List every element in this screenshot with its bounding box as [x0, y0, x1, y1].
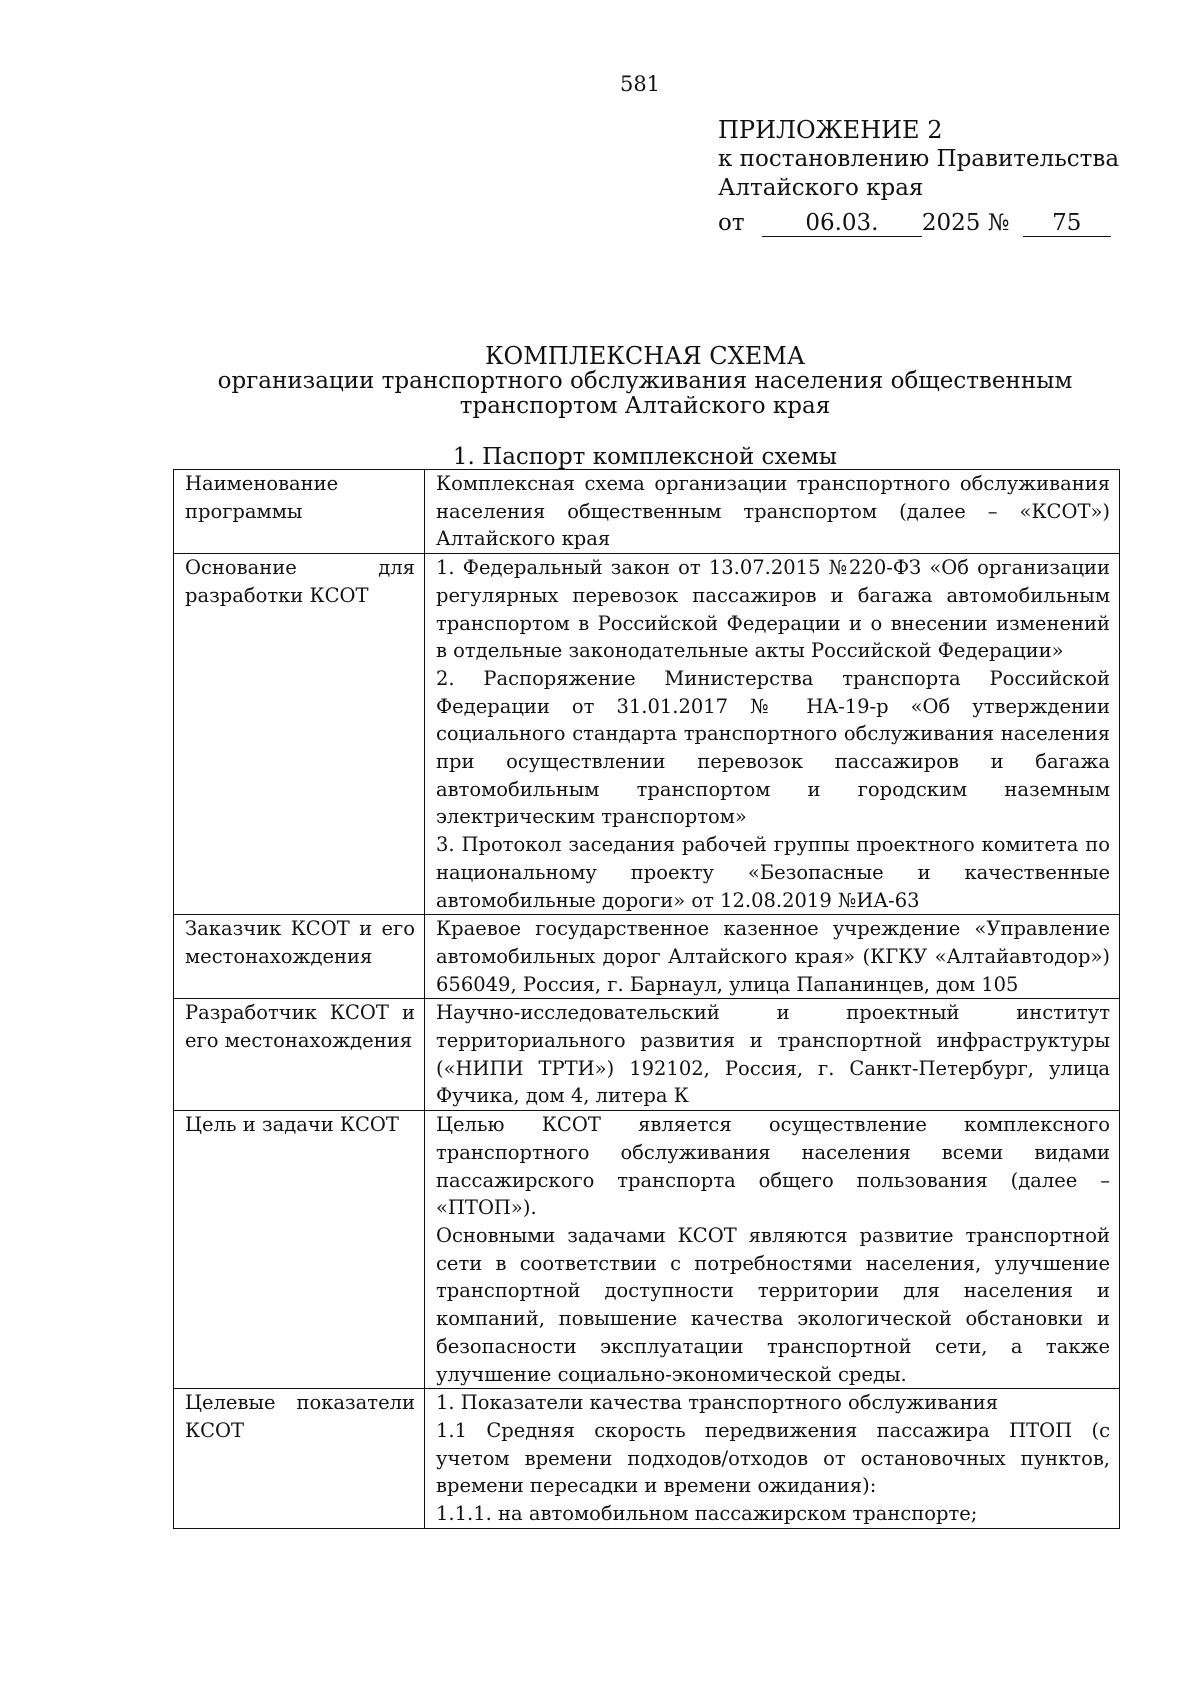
- table-row: [174, 915, 1120, 999]
- passport-table: [173, 469, 1120, 1529]
- number-field: 75: [1023, 210, 1111, 237]
- row-value-cell: [425, 999, 1120, 1111]
- row-name-cell: Основание для разработки КСОТ: [174, 554, 425, 915]
- row-name-cell: Цель и задачи КСОТ: [174, 1111, 425, 1389]
- row-name-cell: Наименование программы: [174, 470, 425, 554]
- table-row: [174, 1389, 1120, 1529]
- row-paragraph: 1. Показатели качества транспортного обслуживания: [436, 1391, 999, 1415]
- document-heading: [170, 344, 1120, 419]
- row-paragraph: Основными задачами КСОТ являются развитие транспортной сети в соответствии с потребностями населения, улучшение транспортной доступности территории для населения и компаний, повышение качества экологической обстановки и безопасности эксплуатации транспортной сети, а также улучшение социально-экономической среды.: [436, 1223, 1110, 1386]
- appendix-line-1: к постановлению Правительства: [718, 146, 1120, 172]
- row-paragraph: 3. Протокол заседания рабочей группы проектного комитета по национальному проекту «Безопасные и качественные автомобильные дороги» от 12.08.2019 №ИА-63: [436, 833, 1110, 912]
- table-row: [174, 554, 1120, 915]
- row-value-cell: [425, 1111, 1120, 1389]
- passport-table-body: [174, 470, 1120, 1529]
- table-row: [174, 999, 1120, 1111]
- row-value-cell: [425, 554, 1120, 915]
- date-field: 06.03.: [762, 210, 922, 237]
- appendix-line-2: Алтайского края: [718, 175, 924, 201]
- date-prefix: от: [718, 210, 745, 236]
- heading-subtitle-line-1: организации транспортного обслуживания населения общественным: [217, 368, 1073, 394]
- row-paragraph: Научно-исследовательский и проектный институт территориального развития и транспортной инфраструктуры («НИПИ ТРТИ») 192102, Россия, г. Санкт-Петербург, улица Фучика, дом 4, литера К: [436, 1001, 1110, 1108]
- row-name-cell: Заказчик КСОТ и его местонахождения: [174, 915, 425, 999]
- heading-title: КОМПЛЕКСНАЯ СХЕМА: [484, 342, 806, 370]
- row-paragraph: Комплексная схема организации транспортного обслуживания населения общественным транспортом (далее – «КСОТ») Алтайского края: [436, 472, 1110, 551]
- row-paragraph: Целью КСОТ является осуществление комплексного транспортного обслуживания населения всеми видами пассажирского транспорта общего пользования (далее – «ПТОП»).: [436, 1113, 1110, 1220]
- row-paragraph: Краевое государственное казенное учреждение «Управление автомобильных дорог Алтайского края» (КГКУ «Алтайавтодор») 656049, Россия, г. Барнаул, улица Папанинцев, дом 105: [436, 917, 1110, 996]
- section-title: 1. Паспорт комплексной схемы: [452, 444, 838, 470]
- row-value-cell: [425, 915, 1120, 999]
- row-paragraph: 2. Распоряжение Министерства транспорта Российской Федерации от 31.01.2017 № НА-19-р «Об утверждении социального стандарта транспортного обслуживания населения при осуществлении перевозок пассажиров и багажа автомобильным транспортом и городским наземным электрическим транспортом»: [436, 666, 1110, 829]
- appendix-title: ПРИЛОЖЕНИЕ 2: [718, 116, 943, 144]
- table-row: [174, 470, 1120, 554]
- row-name-cell: Целевые показатели КСОТ: [174, 1389, 425, 1529]
- row-paragraph: 1. Федеральный закон от 13.07.2015 №220-ФЗ «Об организации регулярных перевозок пассажиров и багажа автомобильным транспортом в Российской Федерации и о внесении изменений в отдельные законодательные акты Российской Федерации»: [436, 556, 1110, 663]
- table-row: [174, 1111, 1120, 1389]
- heading-subtitle-line-2: транспортом Алтайского края: [459, 393, 831, 419]
- appendix-block: [718, 116, 1158, 238]
- row-value-cell: [425, 470, 1120, 554]
- row-value-cell: [425, 1389, 1120, 1529]
- row-paragraph: 1.1.1. на автомобильном пассажирском транспорте;: [436, 1502, 978, 1526]
- year-label: 2025 №: [921, 210, 1010, 236]
- page-number: 581: [619, 72, 661, 96]
- row-name-cell: Разработчик КСОТ и его местонахождения: [174, 999, 425, 1111]
- row-paragraph: 1.1 Средняя скорость передвижения пассажира ПТОП (с учетом времени подходов/отходов от остановочных пунктов, времени пересадки и времени ожидания):: [436, 1418, 1110, 1498]
- appendix-date-row: [718, 209, 1158, 238]
